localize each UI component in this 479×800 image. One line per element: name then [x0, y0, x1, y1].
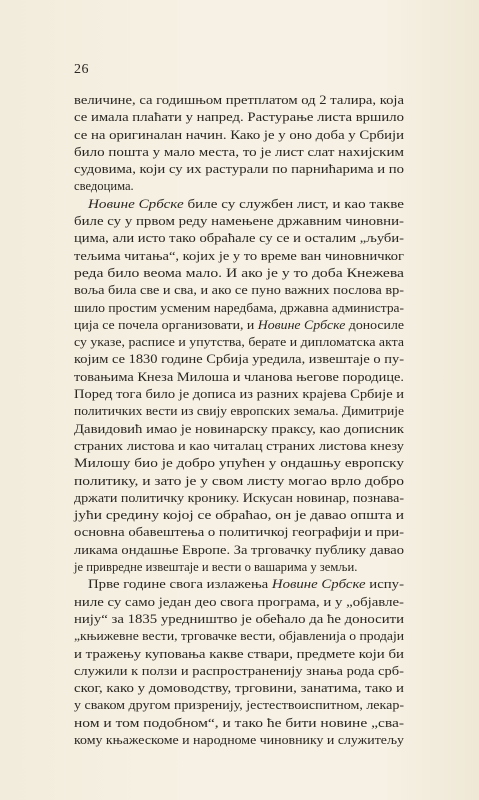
text-line: [74, 127, 404, 144]
text-line: [74, 646, 404, 663]
text-line-content: [74, 490, 404, 507]
text-line: [74, 524, 404, 541]
text-segment: биле су у првом реду намењене државним чиновни-: [74, 214, 404, 229]
text-segment: политику, и зато је у свом листу могао врло добро: [74, 473, 404, 488]
text-segment: цима, али исто тако обраћале су се и осталим „љуби-: [74, 231, 404, 246]
text-line-content: [74, 179, 134, 193]
text-line: [74, 334, 404, 351]
text-segment: је привредне извештаје и вести о вашарима у земљи.: [74, 560, 358, 575]
text-segment: кому књажескоме и народноме чиновнику и служитељу: [74, 732, 405, 747]
text-segment: ном и том подобном“, и тако ће бити новине „сва-: [74, 715, 404, 730]
text-segment: држати политичку кронику. Искусан новинар, познава-: [74, 490, 404, 505]
text-segment: се имала плаћати у напред. Растурање листа вршило: [74, 110, 404, 125]
text-segment: тељима читања“, којих је у то време ван чиновничког: [74, 248, 404, 263]
text-line: [74, 542, 404, 559]
text-segment: у сваком другом призренију, јестествоиспитном, лекар-: [74, 698, 404, 713]
text-line: [74, 438, 404, 455]
text-segment: ниле су само један део свога програма, и у „објавле-: [74, 594, 404, 609]
text-segment: Прве године свога излажења: [88, 577, 272, 592]
text-line: [74, 663, 404, 680]
text-line-content: [74, 265, 404, 282]
text-line: [74, 300, 404, 317]
italic-title: Новине Србске: [257, 317, 346, 332]
body-text: [74, 92, 404, 749]
text-line-content: [74, 646, 404, 663]
text-line: [74, 178, 404, 195]
text-line: [74, 161, 404, 178]
text-line: [74, 490, 404, 507]
text-line-content: [74, 594, 404, 611]
text-line-content: [74, 403, 404, 420]
text-line-content: [74, 127, 404, 144]
text-line-content: [74, 386, 404, 403]
text-line: [74, 230, 404, 247]
text-segment: служили к ползи и распространенију знања рода срб-: [74, 663, 404, 678]
text-line: [74, 594, 404, 611]
text-line-content: [74, 213, 404, 230]
text-line-content: [74, 663, 404, 680]
text-line: [74, 628, 404, 645]
text-line: [74, 507, 404, 524]
text-segment: товањима Кнеза Милоша и чланова његове породице.: [74, 369, 404, 384]
text-line: [74, 351, 404, 368]
text-line: [74, 196, 404, 213]
text-line: [74, 576, 404, 593]
text-line-content: [88, 196, 404, 213]
text-line-content: [74, 680, 404, 697]
text-line: [74, 732, 404, 749]
text-segment: доносиле: [345, 317, 405, 332]
text-line: [74, 455, 404, 472]
text-line-content: [74, 248, 404, 265]
text-segment: величине, са годишњом претплатом од 2 талира, која: [74, 93, 404, 107]
text-line: [74, 248, 404, 265]
text-line-content: [74, 524, 404, 541]
text-segment: јући средину којој се обраћао, он је давао општа и: [74, 508, 404, 523]
page-number: 26: [74, 62, 89, 77]
text-line: [74, 92, 404, 109]
italic-title: Новине Србске: [88, 196, 184, 211]
text-line-content: [74, 628, 404, 645]
text-line: [74, 473, 404, 490]
text-segment: биле су службен лист, и као такве: [183, 196, 404, 211]
text-line-content: [74, 421, 404, 438]
text-segment: основна обавештења о политичкој географији и при-: [74, 525, 404, 540]
text-line-content: [74, 438, 404, 455]
text-segment: којим се 1830 године Србија уредила, извештаје о пу-: [74, 352, 405, 367]
text-line-content: [74, 351, 404, 368]
text-line: [74, 369, 404, 386]
text-line-content: [74, 697, 404, 714]
italic-title: Новине Србске: [271, 577, 366, 592]
text-line-content: [74, 732, 404, 749]
text-line-content: [74, 542, 404, 559]
text-segment: испу-: [365, 577, 404, 592]
text-line: [74, 680, 404, 697]
text-line-content: [74, 230, 404, 247]
text-line: [74, 213, 404, 230]
text-segment: шило простим усменим наредбама, државна администра-: [74, 300, 404, 315]
text-line: [74, 559, 404, 576]
text-line-content: [74, 455, 404, 472]
text-line: [74, 421, 404, 438]
text-line-content: [74, 282, 404, 299]
text-segment: воља била све и сва, и ако се пуно важних послова вр-: [74, 283, 404, 298]
text-line: [74, 611, 404, 628]
text-segment: сведоцима.: [74, 179, 134, 194]
text-line-content: [74, 334, 404, 351]
text-line: [74, 715, 404, 732]
text-line: [74, 109, 404, 126]
text-segment: и тражењу куповања какве ствари, предмете који би: [74, 646, 404, 661]
text-segment: се на оригиналан начин. Како је у оно доба у Србији: [74, 127, 404, 142]
text-line: [74, 697, 404, 714]
text-segment: ликама ондашње Европе. За трговачку публику давао: [74, 542, 404, 557]
text-segment: нију“ за 1835 уредништво је обећало да ће доносити: [74, 611, 404, 626]
text-segment: „књижевне вести, трговачке вести, објавленија о продаји: [74, 629, 405, 644]
text-line-content: [74, 92, 404, 109]
text-line-content: [74, 161, 404, 178]
text-segment: су указе, расписе и упутства, берате и дипломатска акта: [74, 335, 404, 350]
text-segment: ског, како у домоводству, трговини, занатима, тако и: [74, 681, 404, 696]
text-line: [74, 144, 404, 161]
text-line-content: [88, 576, 404, 593]
text-segment: реда било веома мало. И ако је у то доба Кнежева: [74, 265, 404, 280]
text-line-content: [74, 611, 404, 628]
text-line: [74, 265, 404, 282]
text-line: [74, 282, 404, 299]
text-segment: било пошта у мало места, то је лист слат нахијским: [74, 144, 404, 159]
text-segment: Милошу био је добро упућен у ондашњу европску: [74, 456, 404, 471]
text-line-content: [74, 109, 404, 126]
text-line: [74, 403, 404, 420]
text-line-content: [74, 715, 404, 732]
text-segment: страних листова и као читалац страних листова кнезу: [74, 438, 404, 453]
text-segment: Поред тога било је дописа из разних крајева Србије и: [74, 387, 404, 402]
text-line-content: [74, 473, 404, 490]
text-line: [74, 386, 404, 403]
text-segment: ција се почела организовати, и: [74, 317, 258, 332]
text-line-content: [74, 317, 404, 334]
text-line-content: [74, 369, 404, 386]
text-line-content: [74, 507, 404, 524]
text-line-content: [74, 560, 357, 574]
text-line-content: [74, 144, 404, 161]
text-line-content: [74, 300, 404, 317]
text-segment: Давидовић имао је новинарску праксу, као дописник: [74, 421, 404, 436]
text-segment: политичких вести из свију европских земаља. Димитрије: [74, 404, 404, 419]
text-line: [74, 317, 404, 334]
text-segment: судовима, који су их растурали по парнићарима и по: [74, 162, 404, 177]
